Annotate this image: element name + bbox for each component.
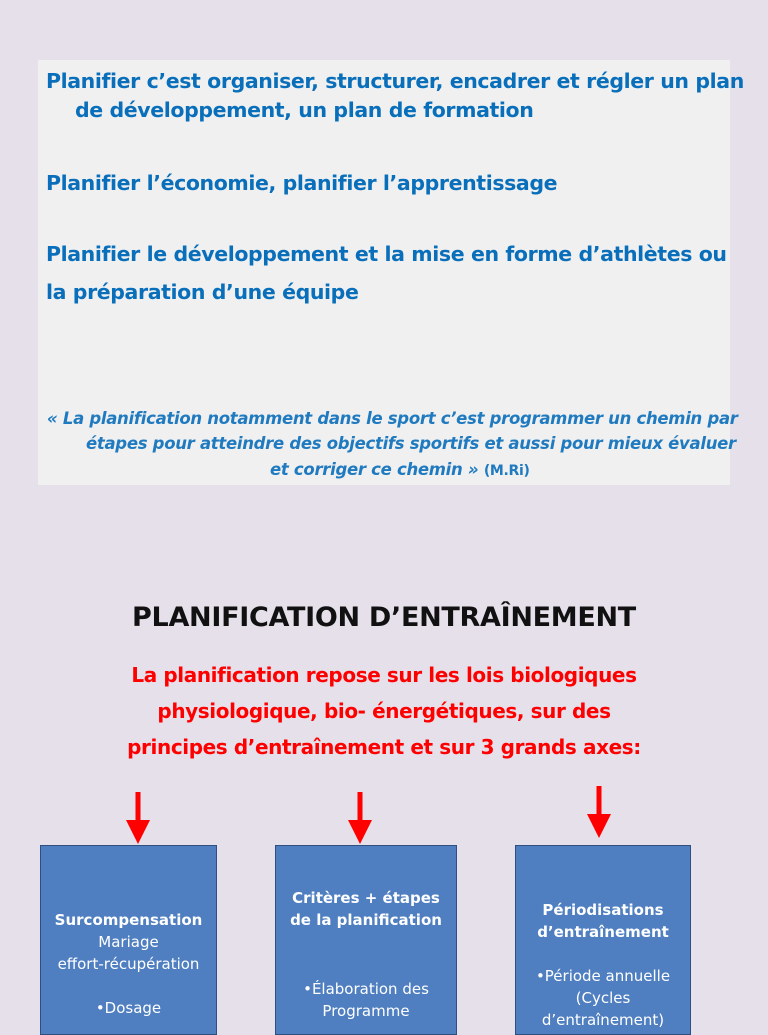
arrow-down-icon <box>346 790 374 846</box>
subtitle-line-2: physiologique, bio- énergétiques, sur des <box>157 699 611 723</box>
box-heading: Surcompensation <box>54 911 203 929</box>
intro-line-4: Planifier le développement et la mise en forme d’athlètes ou <box>46 242 727 266</box>
quote-line-3 <box>270 459 530 482</box>
axis-box-criteres <box>275 845 457 1035</box>
quote-author: (M.Ri) <box>483 463 530 479</box>
quote-line-1: « La planification notamment dans le sport c’est programmer un chemin par <box>47 409 738 428</box>
quote-line-2: étapes pour atteindre des objectifs sportifs et aussi pour mieux évaluer <box>86 434 736 453</box>
box-heading: Périodisations <box>542 901 664 919</box>
quote-text: et corriger ce chemin » <box>270 460 479 479</box>
subtitle-line-1: La planification repose sur les lois biologiques <box>131 663 637 687</box>
arrow-down-icon <box>585 784 613 840</box>
axis-box-periodisations <box>515 845 691 1035</box>
intro-line-1: Planifier c’est organiser, structurer, encadrer et régler un plan <box>46 69 744 93</box>
box-bullet: •Élaboration des <box>303 980 429 998</box>
box-heading: de la planification <box>290 911 442 929</box>
box-text: effort-récupération <box>57 955 200 973</box>
axis-box-surcompensation <box>40 845 217 1035</box>
intro-line-2: de développement, un plan de formation <box>75 98 534 122</box>
arrow-down-icon <box>124 790 152 846</box>
box-bullet: Programme <box>322 1002 410 1020</box>
box-bullet: •Dosage <box>95 999 162 1017</box>
box-heading: Critères + étapes <box>292 889 440 907</box>
subtitle-line-3: principes d’entraînement et sur 3 grands axes: <box>127 735 641 759</box>
intro-line-3: Planifier l’économie, planifier l’apprentissage <box>46 171 558 195</box>
box-bullet: (Cycles <box>575 989 631 1007</box>
box-text: Mariage <box>98 933 159 951</box>
box-heading: d’entraînement <box>537 923 669 941</box>
section-title: PLANIFICATION D’ENTRAÎNEMENT <box>132 602 636 633</box>
box-bullet: d’entraînement) <box>541 1011 665 1029</box>
box-bullet: •Période annuelle <box>535 967 671 985</box>
intro-line-5: la préparation d’une équipe <box>46 280 359 304</box>
